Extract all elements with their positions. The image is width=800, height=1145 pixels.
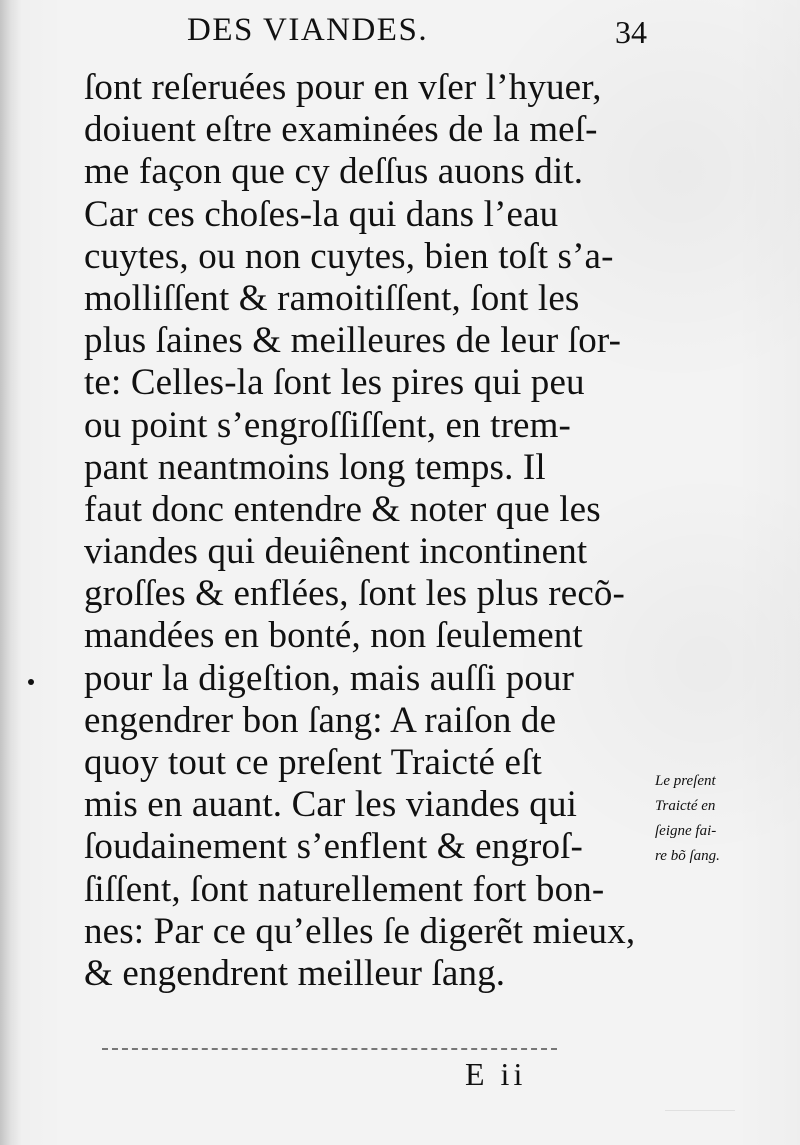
closing-underline: [102, 1048, 557, 1050]
text-line: ou point s’engroſſiſſent, en trem-: [84, 404, 572, 446]
text-line: te: Celles-la ſont les pires qui peu: [84, 362, 585, 404]
text-line: mandées en bonté, non ſeulement: [84, 615, 583, 657]
text-line: ſoudainement s’enflent & engroſ-: [84, 826, 584, 868]
signature-mark: E ii: [465, 1056, 527, 1092]
text-line: Car ces choſes-la qui dans l’eau: [84, 193, 559, 235]
text-line: faut donc entendre & noter que les: [84, 488, 601, 530]
text-line: plus ſaines & meilleures de leur ſor-: [84, 320, 622, 362]
text-line: ſiſſent, ſont naturellement fort bon-: [84, 868, 605, 910]
margin-note: [655, 769, 765, 869]
text-line: nes: Par ce qu’elles ſe digerẽt mieux,: [84, 910, 636, 952]
page-texture-mark: [665, 1110, 735, 1129]
margin-note-line: ſeigne fai-: [655, 823, 717, 839]
text-line: me façon que cy deſſus auons dit.: [84, 151, 584, 193]
text-line: mis en auant. Car les viandes qui: [84, 784, 578, 826]
margin-note-line: re bõ ſang.: [655, 848, 720, 864]
text-line: viandes qui deuiênent incontinent: [84, 531, 588, 573]
text-line: molliſſent & ramoitiſſent, ſont les: [84, 277, 580, 319]
text-line: pant neantmoins long temps. Il: [84, 446, 546, 488]
running-head: DES VIANDES.: [187, 12, 429, 48]
text-line: quoy tout ce preſent Traicté eſt: [84, 742, 542, 783]
margin-note-line: Traicté en: [655, 798, 716, 814]
page-number: 34: [615, 14, 647, 50]
text-line: groſſes & enflées, ſont les plus recõ-: [84, 573, 626, 615]
text-line: doiuent eſtre examinées de la meſ-: [84, 109, 598, 151]
ink-dot: [28, 679, 34, 685]
text-line: ſont reſeruées pour en vſer l’hyuer,: [84, 67, 602, 108]
text-line: pour la digeſtion, mais auſſi pour: [84, 657, 575, 699]
page-gutter-shadow: [0, 0, 22, 1145]
main-text-block: [84, 67, 656, 995]
margin-note-line: Le preſent: [655, 773, 716, 789]
text-line: engendrer bon ſang: A raiſon de: [84, 699, 557, 741]
text-line: cuytes, ou non cuytes, bien toſt s’a-: [84, 235, 614, 277]
text-line: & engendrent meilleur ſang.: [84, 952, 506, 994]
